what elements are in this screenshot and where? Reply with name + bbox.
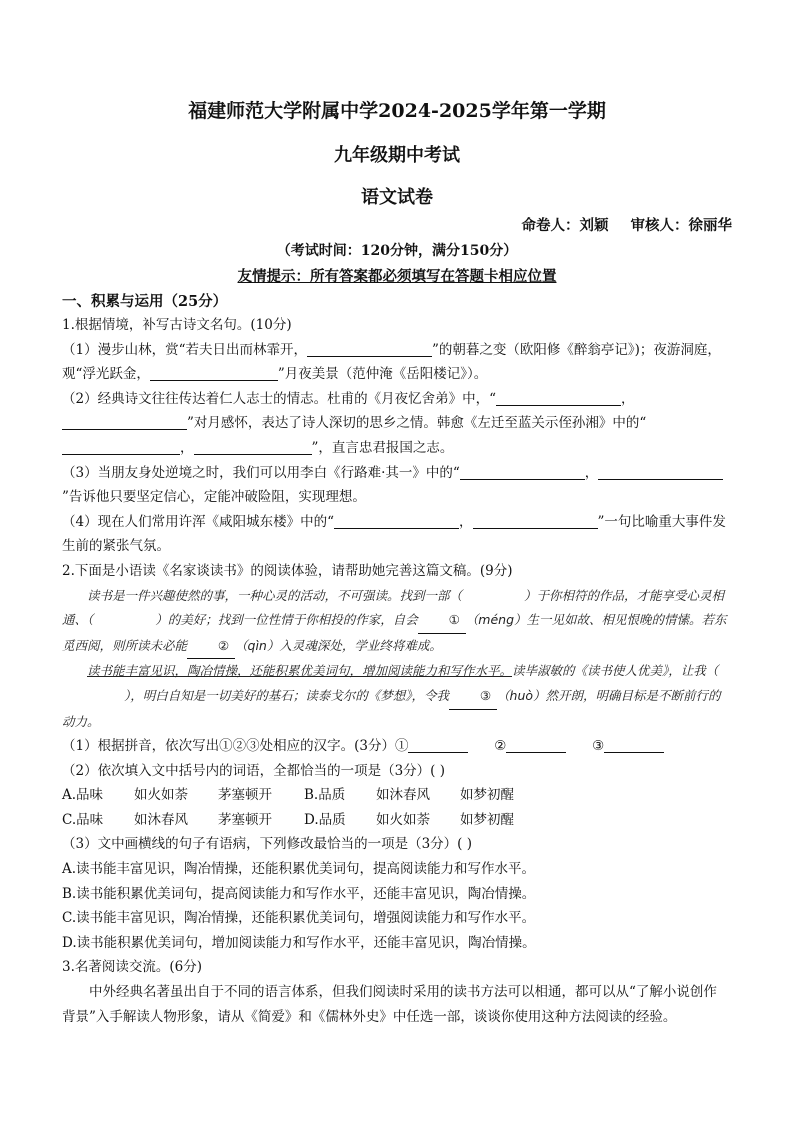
q2-sub1: （1）根据拼音，依次写出①②③处相应的汉字。(3分）① ② ③ — [62, 734, 730, 759]
exam-subtitle: 九年级期中考试 — [334, 145, 460, 166]
underlined-sentence: 读书能丰富见识，陶冶情操，还能积累优美词句，增加阅读能力和写作水平。 — [87, 663, 513, 679]
fill-mark-3[interactable]: ③ — [449, 684, 497, 710]
answer-blank[interactable] — [496, 389, 621, 406]
answer-blank[interactable] — [506, 736, 566, 753]
choice-a: A.读书能丰富见识，陶冶情操，还能积累优美词句，提高阅读能力和写作水平。 — [62, 861, 536, 878]
choice-b: B.读书能积累优美词句，提高阅读能力和写作水平，还能丰富见识，陶冶情操。 — [62, 885, 536, 902]
friendly-tip: 友情提示：所有答案都必须填写在答题卡相应位置 — [237, 268, 557, 285]
q1-stem: 1.根据情境，补写古诗文名句。(10分) — [62, 317, 292, 333]
q2-stem: 2.下面是小语读《名家谈读书》的阅读体验，请帮助她完善这篇文稿。(9分) — [62, 562, 513, 579]
q1-part4: （4）现在人们常用许浑《咸阳城东楼》中的“ ， ”一句比喻重大事件发生前的紧张气氛。 — [62, 513, 726, 555]
answer-blank[interactable] — [150, 364, 278, 381]
q1-part2: （2）经典诗文往往传达着仁人志士的情志。杜甫的《月夜忆舍弟》中，“ ，”对月感怀，表达了诗人深切的思乡之情。韩愈《左迁至蓝关示侄孙湘》中的“， ”，直言忠君报国之志。 — [62, 390, 647, 456]
q2-passage-2: 读书能丰富见识，陶冶情操，还能积累优美词句，增加阅读能力和写作水平。读毕淑敏的《读书使人优美》，让我（），明白自知是一切美好的基石；读泰戈尔的《梦想》，令我 ③ （huò）然开朗，明确目标是不断前行的动力。 — [62, 663, 721, 729]
option-row: C.品味 如沐春风 茅塞顿开 D.品质 如火如荼 如梦初醒 — [62, 811, 514, 828]
q2-sub2: （2）依次填入文中括号内的词语，全都恰当的一项是（3分）( ) — [62, 762, 446, 779]
choice-d: D.读书能积累优美词句，增加阅读能力和写作水平，还能丰富见识，陶冶情操。 — [62, 934, 536, 951]
answer-blank[interactable] — [598, 463, 723, 480]
section-heading: 一、积累与运用（25分） — [62, 293, 228, 310]
author: 命卷人：刘颖 — [521, 217, 609, 234]
q3-text: 中外经典名著虽出自于不同的语言体系，但我们阅读时采用的读书方法可以相通，都可以从“了解小说创作背景”入手解读人物形象，请从《简爱》和《儒林外史》中任选一部，谈谈你使用这种方法阅读的经验。 — [62, 984, 717, 1025]
answer-blank[interactable] — [473, 512, 598, 529]
option-row: A.品味 如火如荼 茅塞顿开 B.品质 如沐春风 如梦初醒 — [62, 787, 514, 804]
q2-sub3: （3）文中画横线的句子有语病，下列修改最恰当的一项是（3分）( ) — [62, 836, 473, 853]
question-body — [62, 313, 730, 1029]
answer-blank[interactable] — [194, 438, 312, 455]
answer-blank[interactable] — [408, 736, 468, 753]
answer-blank[interactable] — [62, 438, 180, 455]
answer-blank[interactable] — [604, 736, 664, 753]
exam-subject: 语文试卷 — [361, 187, 433, 208]
time-info: （考试时间：120分钟，满分150分） — [276, 243, 518, 259]
answer-blank[interactable] — [460, 463, 585, 480]
q1-part1: （1）漫步山林，赏“若夫日出而林霏开， ”的朝暮之变（欧阳修《醉翁亭记》)；夜游洞庭，观“浮光跃金， ”月夜美景（范仲淹《岳阳楼记》）。 — [62, 341, 721, 383]
choice-c: C.读书能丰富见识，陶冶情操，还能积累优美词句，增强阅读能力和写作水平。 — [62, 910, 536, 927]
fill-mark-2[interactable]: ② — [187, 634, 235, 660]
answer-blank[interactable] — [307, 340, 432, 357]
q1-part3: （3）当朋友身处逆境之时，我们可以用李白《行路难·其一》中的“ ，”告诉他只要坚定信心，定能冲破险阻，实现理想。 — [62, 461, 730, 510]
exam-title: 福建师范大学附属中学2024-2025学年第一学期 — [188, 100, 606, 122]
answer-blank[interactable] — [334, 512, 459, 529]
q3-stem: 3.名著阅读交流。(6分) — [62, 959, 203, 976]
author-line — [500, 214, 733, 235]
reviewer: 审核人：徐丽华 — [630, 217, 732, 234]
q2-passage-1: 读书是一件兴趣使然的事，一种心灵的活动，不可强读。找到一部（ ）于你相符的作品，才能享受心灵相通、（ ）的美好；找到一位性情于你相投的作家，自会 ① （méng）生一见如故、相见恨晚的情愫。若东觅西阅，则所读未必能 ② （qìn）入灵魂深处，学业终将难成。 — [62, 584, 730, 660]
answer-blank[interactable] — [62, 413, 187, 430]
fill-mark-1[interactable]: ① — [418, 608, 466, 634]
